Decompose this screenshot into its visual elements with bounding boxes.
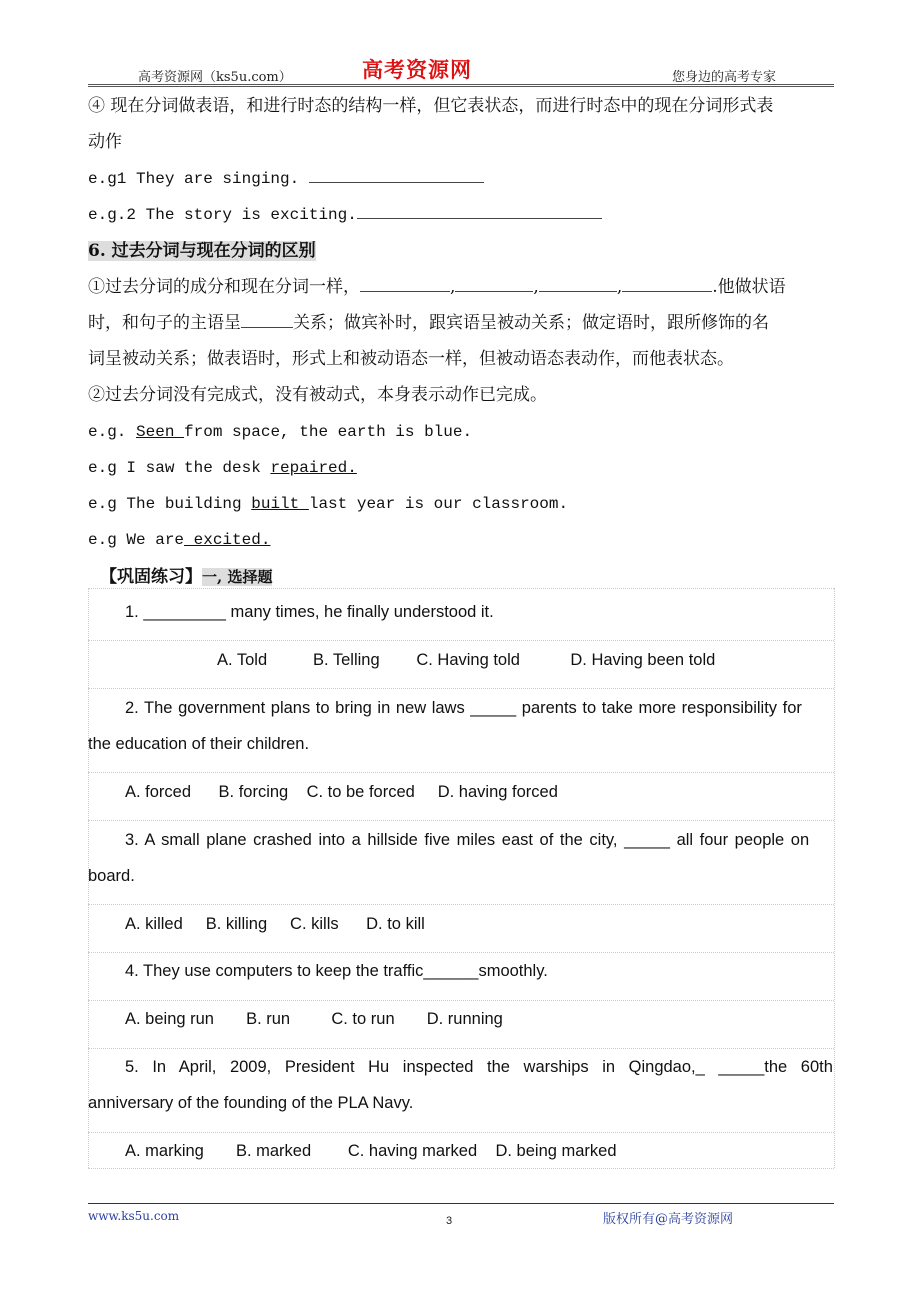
text: ①过去分词的成分和现在分词一样， (88, 277, 360, 297)
question-3-cont: board. (88, 867, 135, 885)
blank (241, 313, 293, 328)
header-left: 高考资源网（ks5u.com） (138, 70, 292, 85)
text: from space, the earth is blue. (184, 423, 473, 441)
example (88, 421, 472, 443)
question-1-options: A. Told B. Telling C. Having told D. Having been told (217, 651, 716, 669)
heading-text: 6. 过去分词与现在分词的区别 (88, 241, 316, 261)
question-4: 4. They use computers to keep the traffic______smoothly. (125, 962, 548, 980)
para: 词呈被动关系；做表语时，形式上和被动语态一样，但被动语态表动作，而他表状态。 (88, 349, 734, 369)
footer-rule (88, 1203, 834, 1204)
underlined: excited. (184, 531, 271, 549)
text: last year is our classroom. (308, 495, 569, 513)
exercise-title: 【巩固练习】 (100, 567, 202, 587)
para: 动作 (88, 132, 122, 152)
text: 时，和句子的主语呈 (88, 313, 241, 333)
exercise-subtitle: 一, 选择题 (202, 568, 273, 586)
example (88, 529, 270, 551)
question-3: 3. A small plane crashed into a hillside five miles east of the city, _____ all four people on (125, 831, 810, 849)
site-logo: 高考资源网 (362, 57, 472, 82)
para: ①过去分词的成分和现在分词一样， , , , .他做状语 (88, 277, 786, 297)
blank (539, 277, 617, 292)
answer-blank (309, 168, 484, 183)
example (88, 204, 602, 226)
para (88, 312, 769, 334)
example-text: e.g.2 The story is exciting. (88, 206, 357, 224)
underlined: built (251, 495, 309, 513)
question-1: 1. _________ many times, he finally understood it. (125, 603, 494, 621)
section-heading (88, 240, 316, 262)
question-4-options: A. being run B. run C. to run D. running (125, 1010, 503, 1028)
exercise-heading (100, 566, 272, 588)
text: e.g. (88, 423, 137, 441)
blank (455, 277, 533, 292)
question-5-options: A. marking B. marked C. having marked D. being marked (125, 1142, 617, 1160)
example (88, 493, 568, 515)
example-text: e.g1 They are singing. (88, 170, 309, 188)
text: .他做状语 (712, 277, 786, 297)
footer-copyright: 版权所有@高考资源网 (603, 1212, 734, 1227)
text: 关系；做宾补时，跟宾语呈被动关系；做定语时，跟所修饰的名 (293, 313, 769, 333)
underlined: repaired. (270, 459, 357, 477)
text: e.g The building (88, 495, 252, 513)
question-5: 5. In April, 2009, President Hu inspected the warships in Qingdao,_ _____the 60th (125, 1058, 833, 1076)
footer-link[interactable]: www.ks5u.com (88, 1209, 180, 1223)
blank (360, 277, 450, 292)
question-5-cont: anniversary of the founding of the PLA Navy. (88, 1094, 414, 1112)
header-right: 您身边的高考专家 (672, 70, 777, 85)
answer-blank (357, 204, 602, 219)
example (88, 168, 484, 190)
text: e.g I saw the desk (88, 459, 271, 477)
blank (622, 277, 712, 292)
question-2: 2. The government plans to bring in new laws _____ parents to take more responsibility for (125, 699, 802, 717)
question-3-options: A. killed B. killing C. kills D. to kill (125, 915, 425, 933)
para: ④ 现在分词做表语，和进行时态的结构一样，但它表状态，而进行时态中的现在分词形式表 (88, 96, 774, 116)
underlined: Seen (136, 423, 185, 441)
para: ②过去分词没有完成式，没有被动式，本身表示动作已完成。 (88, 385, 547, 405)
header-rule (88, 84, 834, 87)
question-2-cont: the education of their children. (88, 735, 310, 753)
text: e.g We are (88, 531, 185, 549)
example (88, 457, 357, 479)
question-2-options: A. forced B. forcing C. to be forced D. having forced (125, 783, 558, 801)
page-number: 3 (446, 1215, 453, 1227)
